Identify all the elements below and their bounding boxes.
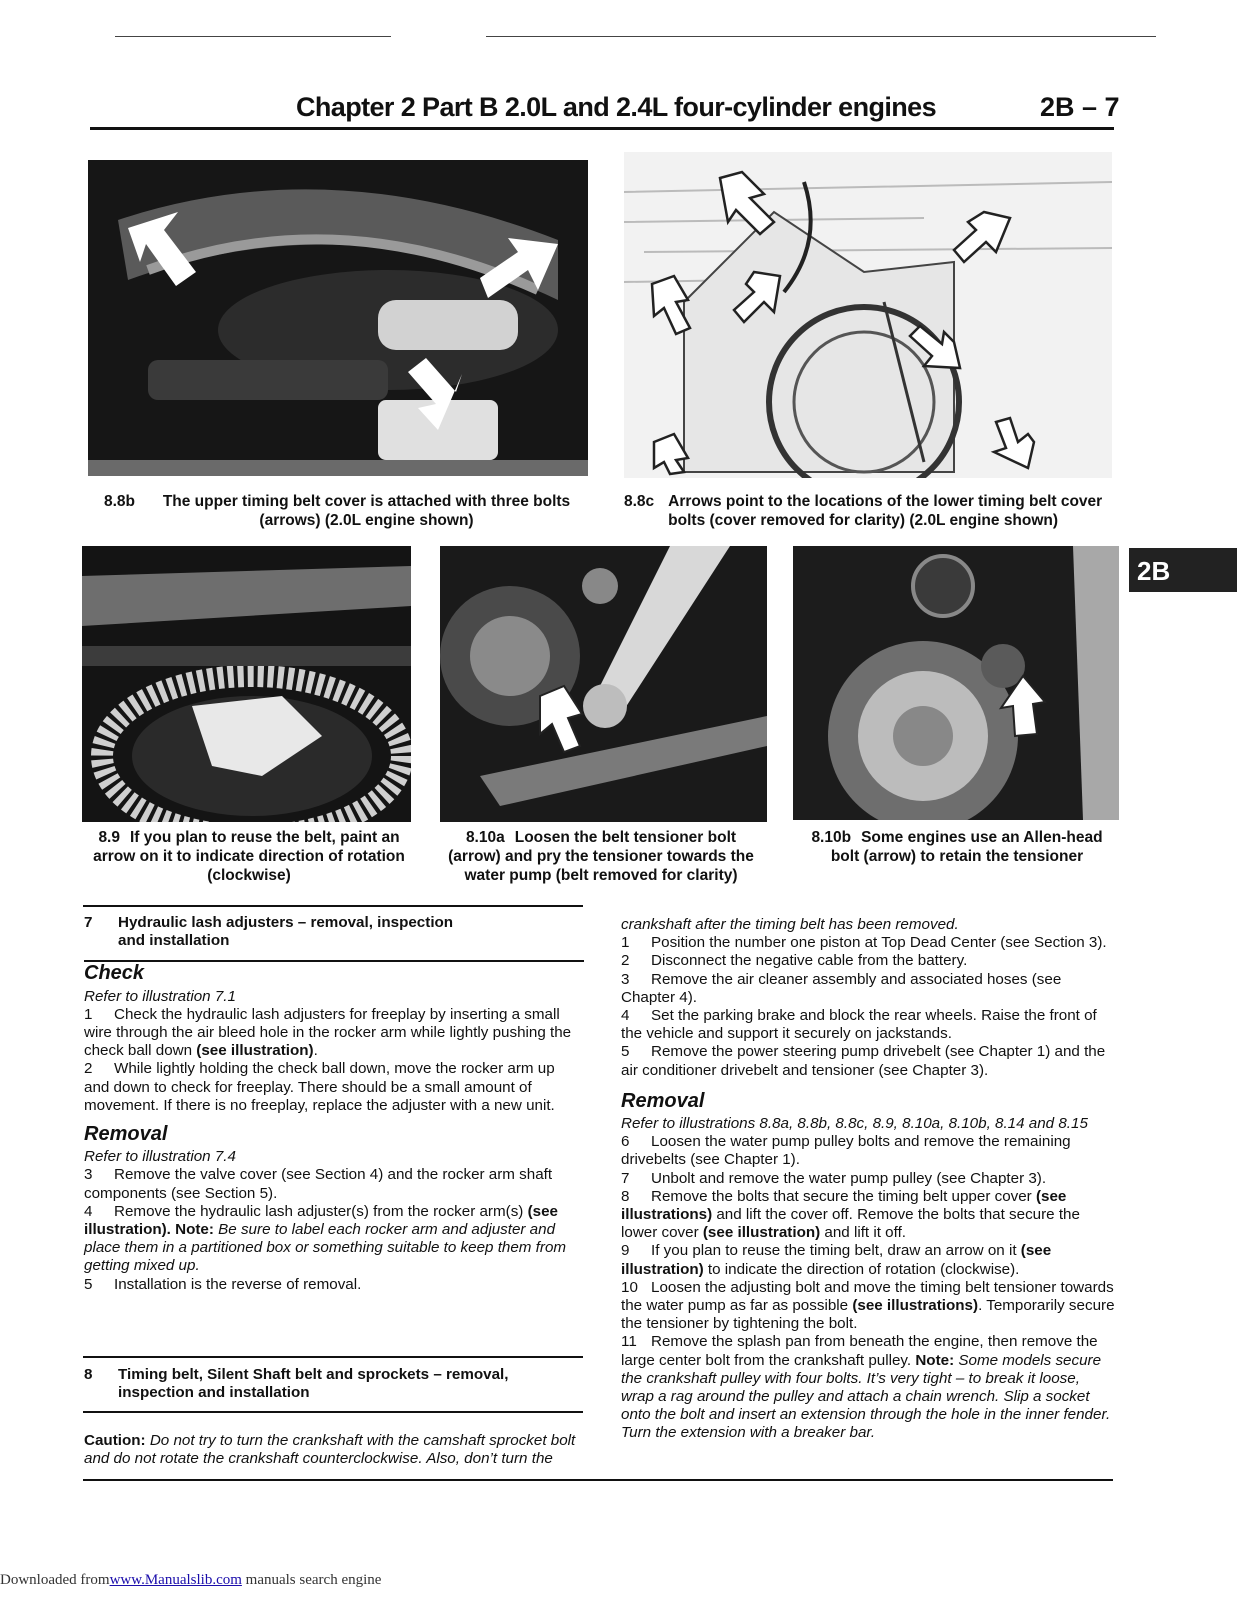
download-footer [0,1572,381,1589]
section-number: 8 [84,1366,93,1383]
paragraph: 4 Set the parking brake and block the rear wheels. Raise the front of the vehicle and support it securely on jackstands. [621,1007,1097,1043]
figure-caption: Loosen the belt tensioner bolt (arrow) and pry the tensioner towards the water pump (belt removed for clarity) [448,829,754,884]
figure-caption: Some engines use an Allen-head bolt (arrow) to retain the tensioner [830,829,1103,865]
left-column [84,914,584,1294]
section8-top-rule [83,1356,583,1358]
caption-8-10b [800,828,1114,866]
figure-number: 8.10b [811,829,852,846]
manualslib-link[interactable]: www.Manualslib.com [109,1572,242,1588]
thumb-tab-label: 2B [1137,556,1171,586]
check-heading: Check [84,962,145,985]
top-rule-left [115,36,391,37]
photo-allen-head-bolt [793,546,1119,820]
caution-text: Caution: Do not try to turn the crankshaft with the camshaft sprocket bolt and do not rotate the crankshaft counterclockwise. Also, don’t turn the [84,1432,576,1468]
paragraph: 3 Remove the air cleaner assembly and associated hoses (see Chapter 4). [621,970,1062,1006]
paragraph: 1 Check the hydraulic lash adjusters for freeplay by inserting a small wire through the air bleed hole in the rocker arm while lightly pushing the check ball down (see illustration). [84,1005,572,1060]
paragraph: 8 Remove the bolts that secure the timing belt upper cover (see illustrations) and lift the cover off. Remove the bolts that secure the lower cover (see illustration) and lift it off. [621,1187,1080,1242]
right-column [621,916,1117,1443]
page-number: 2B – 7 [1040,92,1120,122]
check-reference: Refer to illustration 7.1 [84,987,236,1005]
removal-heading-8: Removal [621,1089,705,1112]
section7-title-rule [84,960,584,962]
section7-top-rule [83,905,583,907]
photo-lower-timing-cover-bolts [624,152,1112,478]
figure-number: 8.8b [104,493,136,510]
paragraph: 5 Remove the power steering pump drivebelt (see Chapter 1) and the air conditioner drivebelt and tensioner (see Chapter 3). [621,1043,1106,1079]
removal-paragraphs [84,1166,584,1293]
section-8-heading [84,1366,584,1402]
chapter-title: Chapter 2 Part B 2.0L and 2.4L four-cylinder engines [296,92,936,122]
removal-reference-8: Refer to illustrations 8.8a, 8.8b, 8.8c, 8.9, 8.10a, 8.10b, 8.14 and 8.15 [621,1115,1088,1133]
paragraph: 4 Remove the hydraulic lash adjuster(s) from the rocker arm(s) (see illustration). Note: Be sure to label each rocker arm and adjuster and place them in a partitioned box or something suitable to keep them from getting mixed up. [84,1202,567,1275]
figure-number: 8.8c [624,493,655,510]
footer-suffix: manuals search engine [241,1572,382,1588]
caption-8-10a [440,828,762,885]
section-number: 7 [84,914,93,931]
caution-block [84,1432,584,1468]
paragraph: 1 Position the number one piston at Top Dead Center (see Section 3). [621,934,1107,952]
photo-belt-arrow [82,546,411,822]
section-8-block [84,1366,584,1402]
section-title: Timing belt, Silent Shaft belt and sprockets – removal, inspection and installation [118,1366,509,1402]
removal-heading: Removal [84,1123,168,1146]
footer-prefix: Downloaded from [0,1572,110,1588]
continued-text: crankshaft after the timing belt has been removed. [621,916,959,933]
figure-number: 8.9 [98,829,120,846]
prep-paragraphs [621,934,1117,1080]
section-title: Hydraulic lash adjusters – removal, inspection and installation [118,914,454,950]
caption-8-8b [104,492,584,530]
paragraph: 10 Loosen the adjusting bolt and move the timing belt tensioner towards the water pump as far as possible (see illustrations). Temporarily secure the tensioner by tightening the bolt. [621,1278,1115,1333]
caption-8-8c [624,492,1114,530]
figure-caption: Arrows point to the locations of the lower timing belt cover bolts (cover removed for clarity) (2.0L engine shown) [668,493,1103,529]
caption-8-9 [84,828,414,885]
paragraph: 3 Remove the valve cover (see Section 4) and the rocker arm shaft components (see Section 5). [84,1166,553,1202]
paragraph: 11 Remove the splash pan from beneath the engine, then remove the large center bolt from the crankshaft pulley. Note: Some models secure the crankshaft pulley with four bolts. It’s very tight – to break it loose, wrap a rag around the pulley and attach a chain wrench. Slip a socket onto the bolt and insert an extension through the hole in the inner fender. Turn the extension with a breaker bar. [621,1333,1111,1442]
paragraph: 2 While lightly holding the check ball down, move the rocker arm up and down to check for freeplay. There should be a small amount of movement. If there is no freeplay, replace the adjuster with a new unit. [84,1060,555,1114]
paragraph: 9 If you plan to reuse the timing belt, draw an arrow on it (see illustration) to indicate the direction of rotation (clockwise). [621,1242,1052,1278]
photo-belt-tensioner-bolt [440,546,767,822]
paragraph: 5 Installation is the reverse of removal. [84,1275,362,1293]
paragraph: 7 Unbolt and remove the water pump pulley (see Chapter 3). [621,1169,1047,1187]
removal-paragraphs-8 [621,1133,1117,1442]
section8-title-rule [83,1411,583,1413]
bottom-rule [83,1479,1113,1481]
header-rule [90,127,1114,130]
figure-caption: If you plan to reuse the belt, paint an arrow on it to indicate direction of rotation (clockwise) [93,829,405,884]
paragraph: 6 Loosen the water pump pulley bolts and remove the remaining drivebelts (see Chapter 1). [621,1133,1071,1169]
check-paragraphs [84,1006,584,1115]
top-rule-right [486,36,1156,37]
chapter-thumb-tab [1129,548,1237,592]
section-7-heading [84,914,584,950]
removal-reference: Refer to illustration 7.4 [84,1148,236,1166]
figure-caption: The upper timing belt cover is attached with three bolts (arrows) (2.0L engine shown) [162,493,571,529]
figure-number: 8.10a [465,829,505,846]
paragraph: 2 Disconnect the negative cable from the battery. [621,952,968,970]
photo-upper-timing-cover [88,160,588,476]
